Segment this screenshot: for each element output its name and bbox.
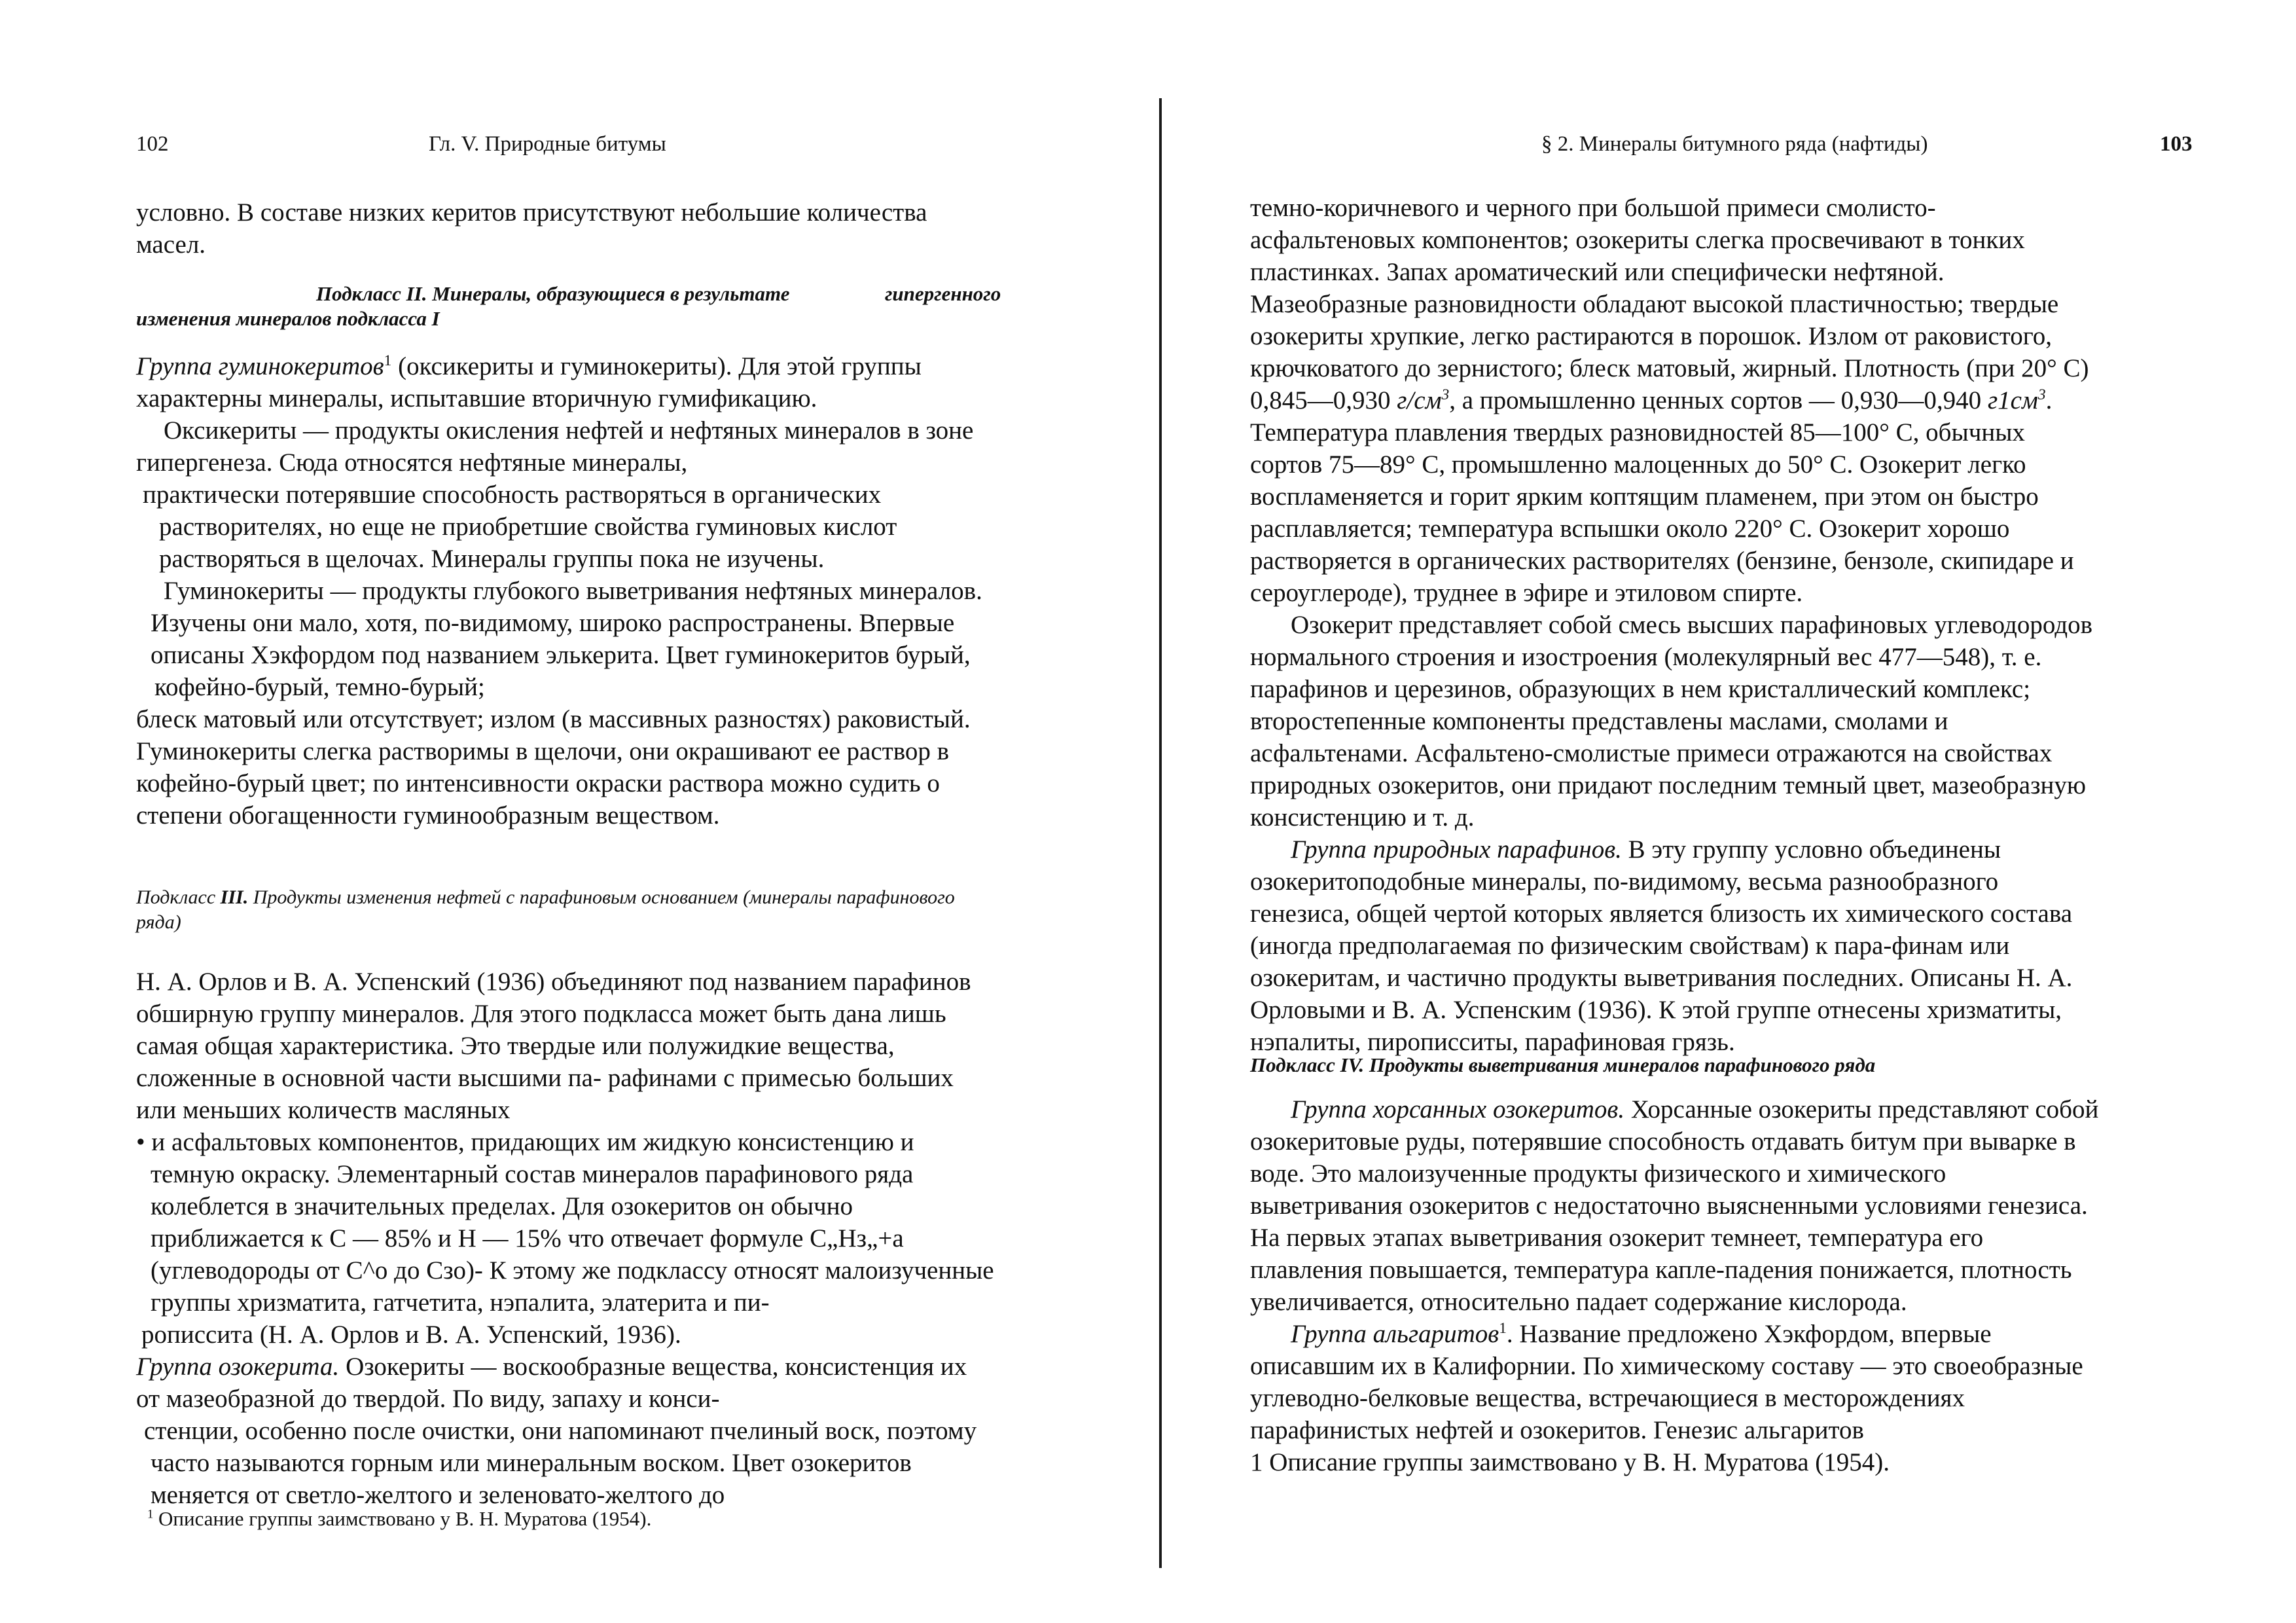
text-line: Изучены они мало, хотя, по-видимому, широко распространены. Впервые <box>151 609 955 637</box>
text-line: приближается к С — 85% и Н — 15% что отвечает формуле С„Нз„+а <box>151 1224 904 1252</box>
text-line: нормального строения и изостроения (молекулярный вес 477—548), т. е. <box>1250 643 2042 671</box>
text-line: самая общая характеристика. Это твердые или полужидкие вещества, <box>136 1032 895 1060</box>
text-line: • и асфальтовых компонентов, придающих им жидкую консистенцию и <box>136 1128 914 1156</box>
text-line: расплавляется; температура вспышки около 220° С. Озокерит хорошо <box>1250 515 2010 543</box>
text-line: Мазеобразные разновидности обладают высокой пластичностью; твердые <box>1250 290 2059 318</box>
group-khorsan-title: Группа хорсанных озокеритов. <box>1291 1095 1625 1123</box>
text-line: (углеводороды от С^о до Сзо)- К этому же подклассу относят малоизученные <box>151 1256 994 1285</box>
text-line: блеск матовый или отсутствует; излом (в массивных разностях) раковистый. <box>136 705 971 733</box>
text-line: колеблется в значительных пределах. Для озокеритов он обычно <box>151 1192 853 1220</box>
text-line: часто называются горным или минеральным воском. Цвет озокеритов <box>151 1449 912 1477</box>
text-line: асфальтеновых компонентов; озокериты слегка просвечивают в тонких <box>1250 226 2025 254</box>
right-paragraph-khorsan <box>1250 1093 2271 1478</box>
group-ozokerite-title: Группа озокерита. <box>136 1353 340 1381</box>
text-line: озокеритам, и частично продукты выветривания последних. Описаны Н. А. <box>1250 964 2073 992</box>
text-line: увеличивается, относительно падает содержание кислорода. <box>1250 1288 1907 1316</box>
text-line: Оксикериты — продукты окисления нефтей и нефтяных минералов в зоне <box>164 416 974 445</box>
text-line: стенции, особенно после очистки, они напоминают пчелиный воск, поэтому <box>144 1417 977 1445</box>
text-line: рописсита (Н. А. Орлов и В. А. Успенский, 1936). <box>141 1321 681 1349</box>
text-line: Группа озокерита. Озокериты — воскообразные вещества, консистенция их <box>136 1353 967 1381</box>
text-line: озокеритоподобные минералы, по-видимому, весьма разнообразного <box>1250 867 1999 896</box>
text-line: описавшим их в Калифорнии. По химическому составу — это своеобразные <box>1250 1352 2083 1380</box>
right-paragraph-1 <box>1250 192 2271 1058</box>
text-line: пластинках. Запах ароматический или специфически нефтяной. <box>1250 258 1945 286</box>
text-line: группы хризматита, гатчетита, нэпалита, элатерита и пи- <box>151 1288 770 1317</box>
footnote-mark: 1 <box>384 352 392 369</box>
text-line: гипергенеза. Сюда относятся нефтяные минералы, <box>136 448 688 477</box>
text-line: кофейно-бурый цвет; по интенсивности окраски раствора можно судить о <box>136 769 940 797</box>
left-page-number: 102 <box>136 132 169 156</box>
text-line: сложенные в основной части высшими па- рафинами с примесью больших <box>136 1064 954 1092</box>
text-line: воспламеняется и горит ярким коптящим пламенем, при этом он быстро <box>1250 483 2039 511</box>
text-line: Группа гуминокеритов$^1$ (оксикериты и гуминокериты). Для этой группы <box>136 352 922 380</box>
left-paragraph-humino <box>136 350 1131 831</box>
text-line: Орловыми и В. А. Успенским (1936). К этой группе отнесены хризматиты, <box>1250 996 2062 1024</box>
text-line: от мазеобразной до твердой. По виду, запаху и конси- <box>136 1385 720 1413</box>
group-algarite-title: Группа альгаритов <box>1291 1320 1499 1348</box>
right-page <box>1172 0 2296 1623</box>
left-paragraph-1 <box>136 196 1131 261</box>
text-line: Группа хорсанных озокеритов. Хорсанные озокериты представляют собой <box>1291 1095 2099 1123</box>
text-line: асфальтенами. Асфальтено-смолистые примеси отражаются на свойствах <box>1250 739 2053 767</box>
text-line: Н. А. Орлов и В. А. Успенский (1936) объединяют под названием парафинов <box>136 968 971 996</box>
text-line: Температура плавления твердых разновидностей 85—100° С, обычных <box>1250 418 2025 447</box>
text-line: темно-коричневого и черного при большой примеси смолисто- <box>1250 194 1936 222</box>
text-line: меняется от светло-желтого и зеленовато-желтого до <box>151 1481 725 1509</box>
right-page-number: 103 <box>2160 132 2193 156</box>
subclass-2-title-cont: гипергенного <box>884 282 1001 305</box>
text-line: сортов 75—89° С, промышленно малоценных до 50° С. Озокерит легко <box>1250 450 2026 479</box>
left-footnote: $^1$ Описание группы заимствовано у В. Н. Муратова (1954). <box>147 1507 652 1530</box>
text-line: практически потерявшие способность растворяться в органических <box>143 481 882 509</box>
book-spine <box>1159 98 1162 1568</box>
subclass-4-heading: Подкласс IV. Продукты выветривания минералов парафинового ряда <box>1250 1053 1876 1076</box>
text-line: Гуминокериты — продукты глубокого выветривания нефтяных минералов. <box>164 577 982 605</box>
subclass-2-title: Подкласс II. Минералы, образующиеся в результате <box>316 282 790 305</box>
text-line: второстепенные компоненты представлены маслами, смолами и <box>1250 707 1948 735</box>
right-footnote: 1 Описание группы заимствовано у В. Н. Муратова (1954). <box>1250 1448 1890 1476</box>
group-humino-title: Группа гуминокеритов <box>136 352 384 380</box>
text-line: генезиса, общей чертой которых является близость их химического состава <box>1250 900 2073 928</box>
text-line: озокериты хрупкие, легко растираются в порошок. Излом от раковистого, <box>1250 322 2052 350</box>
text-line: степени обогащенности гуминообразным веществом. <box>136 801 720 830</box>
text-line: темную окраску. Элементарный состав минералов парафинового ряда <box>151 1160 914 1188</box>
text-line: описаны Хэкфордом под названием элькерита. Цвет гуминокеритов бурый, <box>151 641 971 669</box>
subclass-2-heading <box>136 282 1131 331</box>
text-line: растворяться в щелочах. Минералы группы пока не изучены. <box>159 545 825 573</box>
subclass-2-title-line2: изменения минералов подкласса I <box>136 307 440 330</box>
text-line: сероуглероде), труднее в эфире и этиловом спирте. <box>1250 579 1803 607</box>
text-line: парафинистых нефтей и озокеритов. Генезис альгаритов <box>1250 1416 1864 1444</box>
text-line: или меньших количеств масляных <box>136 1096 511 1124</box>
text-line: плавления повышается, температура капле-падения понижается, плотность <box>1250 1256 2072 1284</box>
text-line: обширную группу минералов. Для этого подкласса может быть дана лишь <box>136 1000 946 1028</box>
text-line: На первых этапах выветривания озокерит темнеет, температура его <box>1250 1224 1984 1252</box>
text-line: крючковатого до зернистого; блеск матовый, жирный. Плотность (при 20° С) <box>1250 354 2089 382</box>
right-running-head: § 2. Минералы битумного ряда (нафтиды) <box>1541 132 1928 156</box>
left-paragraph-paraffin <box>136 966 1131 1511</box>
text-line: масел. <box>136 230 206 259</box>
text-line: природных озокеритов, они придают последним темный цвет, мазеобразную <box>1250 771 2087 799</box>
text-line: Группа альгаритов$^1$. Название предложено Хэкфордом, впервые <box>1291 1320 1992 1348</box>
text-line: Озокерит представляет собой смесь высших парафиновых углеводородов <box>1291 611 2092 639</box>
text-line: воде. Это малоизученные продукты физического и химического <box>1250 1159 1946 1188</box>
text-line: характерны минералы, испытавшие вторичную гумификацию. <box>136 384 817 412</box>
text-line: (иногда предполагаемая по физическим свойствам) к пара-финам или <box>1250 932 2010 960</box>
group-paraffin-title: Группа природных парафинов. <box>1291 835 1622 864</box>
text-line: выветривания озокеритов с недостаточно выясненными условиями генезиса. <box>1250 1192 2088 1220</box>
text-line: парафинов и церезинов, образующих в нем кристаллический комплекс; <box>1250 675 2031 703</box>
left-running-head: Гл. V. Природные битумы <box>429 132 666 156</box>
text-line: нэпалиты, пирописситы, парафиновая грязь. <box>1250 1028 1735 1056</box>
text-line: Гуминокериты слегка растворимы в щелочи, они окрашивают ее раствор в <box>136 737 950 765</box>
text-line: 0,845—0,930 $г/см^3$, а промышленно ценных сортов — 0,930—0,940 $г1см^3$. <box>1250 386 2053 414</box>
subclass-3-heading: Подкласс III. Продукты изменения нефтей с парафиновым основанием (минералы парафинового ряда) <box>136 886 955 933</box>
text-line: углеводно-белковые вещества, встречающиеся в месторождениях <box>1250 1384 1965 1412</box>
text-line: консистенцию и т. д. <box>1250 803 1475 831</box>
text-line: озокеритовые руды, потерявшие способность отдавать битум при выварке в <box>1250 1127 2076 1156</box>
text-line: растворяется в органических растворителях (бензине, бензоле, скипидаре и <box>1250 547 2074 575</box>
text-line: Группа природных парафинов. В эту группу условно объединены <box>1291 835 2001 864</box>
text-line: растворителях, но еще не приобретшие свойства гуминовых кислот <box>159 513 897 541</box>
text-line: условно. В составе низких керитов присутствуют небольшие количества <box>136 198 927 227</box>
text-line: кофейно-бурый, темно-бурый; <box>154 673 485 701</box>
